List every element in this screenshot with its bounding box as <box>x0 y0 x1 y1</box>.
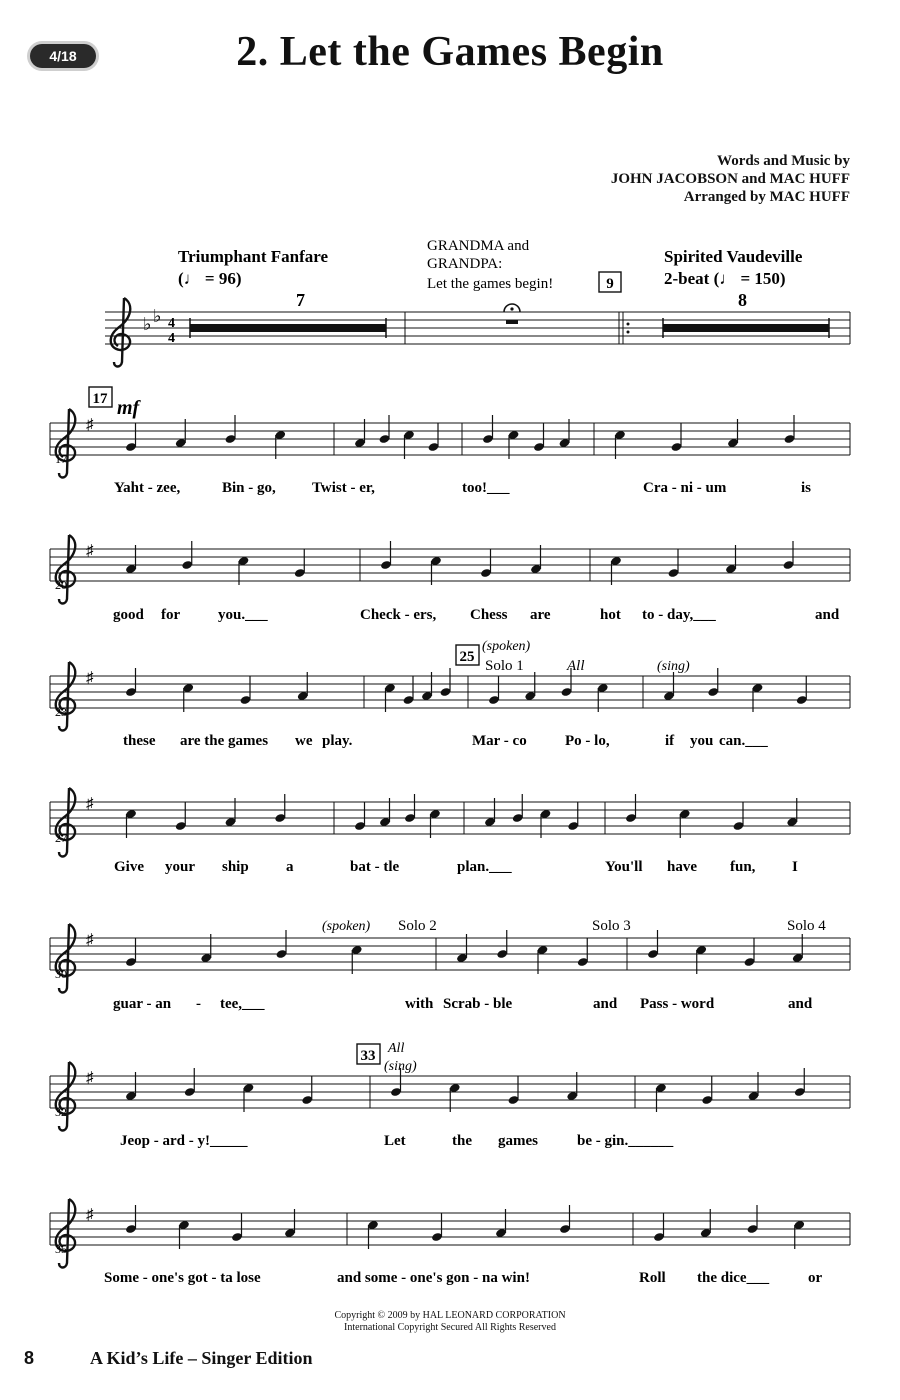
lyric-syllable: with <box>405 996 434 1012</box>
lyric-syllable: ship <box>222 859 249 875</box>
lyric-syllable: and <box>788 996 813 1012</box>
song-title: 2. Let the Games Begin <box>236 29 664 75</box>
annotation: (spoken) <box>482 639 531 654</box>
credits-line: Arranged by MAC HUFF <box>683 189 850 205</box>
lyric-syllable: we <box>295 733 313 749</box>
credits-line: JOHN JACOBSON and MAC HUFF <box>610 171 850 187</box>
lyric-syllable: and <box>815 607 840 623</box>
speaker-label: GRANDMA and <box>427 238 530 254</box>
rehearsal-number: 9 <box>606 276 614 292</box>
lyric-syllable: be - gin.______ <box>577 1133 674 1149</box>
lyric-syllable: are <box>530 607 551 623</box>
treble-clef-icon <box>56 535 76 604</box>
metronome-marking: (♩ = 96) <box>178 269 242 288</box>
speaker-label: GRANDPA: <box>427 256 503 272</box>
lyric-syllable: can.___ <box>719 733 768 749</box>
flat-sign-icon: ♭ <box>153 306 162 326</box>
lyric-syllable: You'll <box>605 859 643 875</box>
staff-system <box>50 924 850 1012</box>
lyric-syllable: fun, <box>730 859 756 875</box>
multi-measure-rest <box>663 324 829 332</box>
lyric-syllable: games <box>498 1133 538 1149</box>
measure-number: 35 <box>55 1242 67 1256</box>
annotation: All <box>388 1041 405 1056</box>
lyric-syllable: Chess <box>470 607 508 623</box>
lyric-syllable: play. <box>322 733 353 749</box>
lyric-syllable: Jeop - ard - y!_____ <box>120 1133 248 1149</box>
measure-number: 27 <box>55 831 67 845</box>
staff-system <box>50 662 850 749</box>
treble-clef-icon <box>56 788 76 857</box>
staff-system <box>50 409 850 496</box>
annotation: (sing) <box>384 1059 417 1074</box>
lyric-syllable: Some - one's got - ta lose <box>104 1270 261 1286</box>
lyric-syllable: Bin - go, <box>222 480 276 496</box>
tempo-marking: Spirited Vaudeville <box>664 247 803 266</box>
treble-clef-icon <box>56 1199 76 1268</box>
tempo-marking: 2-beat (♩ = 150) <box>664 269 786 288</box>
multi-rest-count: 7 <box>296 290 305 310</box>
lyric-syllable: I <box>792 859 798 875</box>
lyric-syllable: bat - tle <box>350 859 400 875</box>
staff-system <box>50 788 850 875</box>
sharp-sign-icon: ♯ <box>86 543 94 559</box>
rehearsal-number: 25 <box>459 649 475 665</box>
lyric-syllable: Scrab - ble <box>443 996 513 1012</box>
lyric-syllable: Pass - word <box>640 996 715 1012</box>
sharp-sign-icon: ♯ <box>86 417 94 433</box>
lyric-syllable: is <box>801 480 812 496</box>
treble-clef-icon <box>56 1062 76 1131</box>
lyric-syllable: the <box>452 1133 472 1149</box>
staff-system <box>50 1199 850 1286</box>
treble-clef-icon <box>56 409 76 478</box>
lyric-syllable: and <box>593 996 618 1012</box>
annotation: Solo 2 <box>398 918 437 934</box>
spoken-line: Let the games begin! <box>427 276 554 292</box>
lyric-syllable: Mar - co <box>472 733 527 749</box>
dynamic-marking: mf <box>117 397 140 419</box>
sharp-sign-icon: ♯ <box>86 670 94 686</box>
sharp-sign-icon: ♯ <box>86 1070 94 1086</box>
measure-number: 20 <box>55 578 67 592</box>
lyric-syllable: Po - lo, <box>565 733 610 749</box>
page-number: 8 <box>24 1348 35 1368</box>
lyric-syllable: - <box>196 996 201 1012</box>
lyric-syllable: Check - ers, <box>360 607 437 623</box>
annotation: Solo 1 <box>485 658 524 674</box>
lyric-syllable: the dice___ <box>697 1270 770 1286</box>
lyric-syllable: Twist - er, <box>312 480 375 496</box>
lyric-syllable: are the games <box>180 733 269 749</box>
flat-sign-icon: ♭ <box>143 314 152 334</box>
lyric-syllable: a <box>286 859 294 875</box>
systems <box>50 409 850 1286</box>
track-badge: 4/18 <box>30 44 96 68</box>
lyric-syllable: have <box>667 859 697 875</box>
annotation: (sing) <box>657 659 690 674</box>
lyric-syllable: for <box>161 607 181 623</box>
lyric-syllable: Yaht - zee, <box>114 480 181 496</box>
rehearsal-number: 17 <box>92 391 108 407</box>
lyric-syllable: Cra - ni - um <box>643 480 727 496</box>
lyric-syllable: Give <box>114 859 144 875</box>
lyric-syllable: guar - an <box>113 996 172 1012</box>
lyric-syllable: these <box>123 733 156 749</box>
time-signature: 4 <box>168 331 175 346</box>
multi-rest-count: 8 <box>738 290 747 310</box>
lyric-syllable: too!___ <box>462 480 510 496</box>
lyric-syllable: or <box>808 1270 823 1286</box>
measure-number: 17 <box>55 452 67 466</box>
copyright-line: Copyright © 2009 by HAL LEONARD CORPORATION <box>334 1310 566 1321</box>
measure-number: 32 <box>55 1105 67 1119</box>
treble-clef-icon <box>111 298 131 367</box>
lyric-syllable: and some - one's gon - na win! <box>337 1270 530 1286</box>
sharp-sign-icon: ♯ <box>86 796 94 812</box>
annotation: Solo 3 <box>592 918 631 934</box>
sharp-sign-icon: ♯ <box>86 1207 94 1223</box>
lyric-syllable: plan.___ <box>457 859 512 875</box>
annotation: (spoken) <box>322 919 371 934</box>
copyright <box>0 1310 900 1334</box>
lyric-syllable: hot <box>600 607 621 623</box>
tempo-marking: Triumphant Fanfare <box>178 247 329 266</box>
sharp-sign-icon: ♯ <box>86 932 94 948</box>
lyric-syllable: Let <box>384 1133 406 1149</box>
annotation: Solo 4 <box>787 918 826 934</box>
lyric-syllable: if <box>665 733 675 749</box>
staff-system <box>50 535 850 623</box>
treble-clef-icon <box>56 924 76 993</box>
lyric-syllable: to - day,___ <box>642 607 716 623</box>
annotation: All <box>567 658 585 674</box>
copyright-line: International Copyright Secured All Rights Reserved <box>344 1322 556 1333</box>
book-title: A Kid’s Life – Singer Edition <box>90 1348 313 1368</box>
measure-number: 30 <box>55 967 67 981</box>
staff-system <box>50 1062 850 1149</box>
lyric-syllable: tee,___ <box>220 996 265 1012</box>
whole-rest <box>506 320 518 324</box>
multi-measure-rest <box>190 324 386 332</box>
credits-line: Words and Music by <box>717 153 850 169</box>
lyric-syllable: good <box>113 607 144 623</box>
lyric-syllable: Roll <box>639 1270 666 1286</box>
treble-clef-icon <box>56 662 76 731</box>
time-signature: 4 <box>168 316 175 331</box>
lyric-syllable: you.___ <box>218 607 268 623</box>
lyric-syllable: you <box>690 733 714 749</box>
measure-number: 23 <box>55 705 67 719</box>
rehearsal-number: 33 <box>360 1048 376 1064</box>
lyric-syllable: your <box>165 859 195 875</box>
